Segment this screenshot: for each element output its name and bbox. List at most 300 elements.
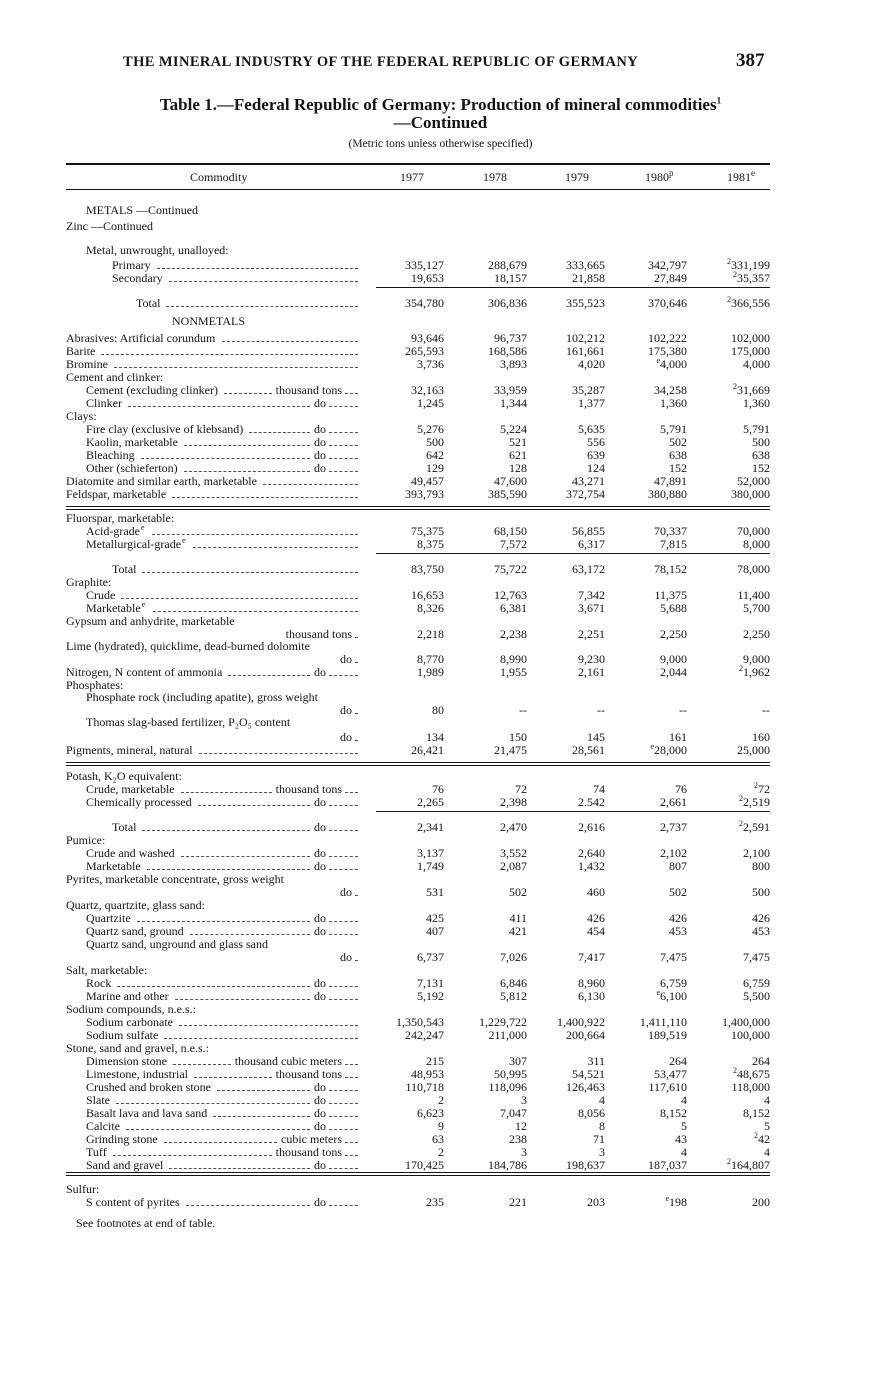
- row-label: Marketable: [86, 859, 141, 873]
- dot-leader: [329, 432, 358, 433]
- dot-leader: [172, 497, 358, 498]
- value-text: 211,000: [488, 1028, 527, 1042]
- value-text: 2,661: [660, 795, 687, 809]
- row-label: Feldspar, marketable: [66, 487, 167, 501]
- value-cell: [702, 796, 770, 809]
- value-text: 70,337: [654, 524, 687, 538]
- dot-leader: [142, 572, 358, 573]
- row-unit: do: [314, 820, 326, 834]
- value-text: 5: [764, 1119, 770, 1133]
- value-text: 76: [675, 782, 687, 796]
- value-text: 203: [587, 1195, 605, 1209]
- row-unit: do: [314, 448, 326, 462]
- value-cell: [537, 538, 605, 551]
- value-text: --: [597, 703, 605, 717]
- value-text: 145: [587, 730, 605, 744]
- value-text: 5,700: [743, 601, 770, 615]
- value-cell: [459, 272, 527, 285]
- dot-leader: [121, 598, 358, 599]
- value-text: 9,000: [660, 652, 687, 666]
- value-text: 425: [426, 911, 444, 925]
- value-text: 638: [669, 448, 687, 462]
- value-text: 187,037: [648, 1158, 687, 1172]
- table-row: [0, 666, 881, 679]
- value-cell: [619, 272, 687, 285]
- value-text: 21,475: [494, 743, 527, 757]
- row-label: Nitrogen, N content of ammonia: [66, 665, 223, 679]
- value-text: 19,653: [411, 271, 444, 285]
- value-text: 75,375: [411, 524, 444, 538]
- value-text: 54,521: [572, 1067, 605, 1081]
- row-label: Sand and gravel: [86, 1158, 164, 1172]
- value-text: 1,350,543: [396, 1015, 444, 1029]
- dot-leader: [345, 792, 358, 793]
- value-cell: [619, 821, 687, 834]
- value-text: 421: [509, 924, 527, 938]
- value-cell: [619, 744, 687, 757]
- value-text: 1,360: [743, 396, 770, 410]
- dot-leader: [169, 281, 358, 282]
- dot-leader: [329, 1129, 358, 1130]
- dot-leader: [345, 393, 358, 394]
- value-cell: [702, 297, 770, 310]
- value-cell: [376, 951, 444, 964]
- value-text: 3,736: [417, 357, 444, 371]
- dot-leader: [329, 830, 358, 831]
- value-text: 33,959: [494, 383, 527, 397]
- row-unit: do: [314, 435, 326, 449]
- row-unit: do: [314, 1080, 326, 1094]
- row-unit: do: [314, 1093, 326, 1107]
- value-cell: [459, 925, 527, 938]
- value-text: 1,245: [417, 396, 444, 410]
- footnote-reference: See footnotes at end of table.: [76, 1216, 216, 1230]
- value-cell: [459, 297, 527, 310]
- value-text: 4,020: [578, 357, 605, 371]
- value-cell: [376, 886, 444, 899]
- row-unit: cubic meters: [281, 1132, 342, 1146]
- value-text: 11,375: [654, 588, 687, 602]
- row-label: Basalt lava and lava sand: [86, 1106, 208, 1120]
- value-text: 6,381: [500, 601, 527, 615]
- value-text: 49,457: [411, 474, 444, 488]
- value-text: 9,230: [578, 652, 605, 666]
- value-text: 68,150: [494, 524, 527, 538]
- value-text: 128: [509, 461, 527, 475]
- table-header-rule: [66, 189, 770, 190]
- value-text: 6,759: [743, 976, 770, 990]
- row-unit: do: [314, 795, 326, 809]
- value-text: 453: [752, 924, 770, 938]
- value-text: 16,653: [411, 588, 444, 602]
- value-cell: [619, 563, 687, 576]
- value-text: 5,688: [660, 601, 687, 615]
- value-text: 35,357: [737, 271, 770, 285]
- row-unit: do: [314, 422, 326, 436]
- value-text: 2,238: [500, 627, 527, 641]
- value-text: 21,858: [572, 271, 605, 285]
- value-text: 28,561: [572, 743, 605, 757]
- value-text: 200: [752, 1195, 770, 1209]
- dot-leader: [169, 1168, 310, 1169]
- row-label: Limestone, industrial: [86, 1067, 188, 1081]
- value-cell: [537, 796, 605, 809]
- value-cell: [459, 860, 527, 873]
- row-label: Secondary: [112, 271, 163, 285]
- value-cell: [702, 886, 770, 899]
- value-cell: [702, 602, 770, 615]
- value-cell: [702, 860, 770, 873]
- value-text: 638: [752, 448, 770, 462]
- value-cell: [619, 538, 687, 551]
- row-unit: do: [314, 846, 326, 860]
- dot-leader: [184, 445, 310, 446]
- dot-leader: [345, 1155, 358, 1156]
- value-text: 2,398: [500, 795, 527, 809]
- value-cell: [537, 886, 605, 899]
- value-text: 6,623: [417, 1106, 444, 1120]
- value-text: 393,793: [405, 487, 444, 501]
- value-text: 6,317: [578, 537, 605, 551]
- value-text: 6,100: [660, 989, 687, 1003]
- table-title-line2: —Continued: [393, 113, 488, 132]
- value-cell: [376, 563, 444, 576]
- value-text: 1,229,722: [479, 1015, 527, 1029]
- value-cell: [702, 1133, 770, 1146]
- row-unit: do: [314, 911, 326, 925]
- value-text: 2,640: [578, 846, 605, 860]
- value-text: 78,000: [737, 562, 770, 576]
- subtotal-rule-span: [376, 811, 770, 812]
- dot-leader: [157, 268, 358, 269]
- value-cell: [459, 990, 527, 1003]
- value-cell: [619, 886, 687, 899]
- row-label: Quartz sand, ground: [86, 924, 184, 938]
- dot-leader: [217, 1090, 310, 1091]
- dot-leader: [181, 792, 272, 793]
- value-footnote-mark: 2: [733, 382, 737, 391]
- value-text: 5,635: [578, 422, 605, 436]
- value-text: 7,342: [578, 588, 605, 602]
- value-cell: [537, 358, 605, 371]
- dot-leader: [224, 393, 272, 394]
- value-text: --: [519, 703, 527, 717]
- dot-leader: [329, 1168, 358, 1169]
- table-title-line1: Table 1.—Federal Republic of Germany: Production of mineral commodities: [159, 95, 717, 114]
- value-text: 35,287: [572, 383, 605, 397]
- value-text: 5,192: [417, 989, 444, 1003]
- page-number: 387: [736, 50, 765, 71]
- value-text: 93,646: [411, 331, 444, 345]
- value-text: 75,722: [494, 562, 527, 576]
- value-cell: [537, 488, 605, 501]
- value-text: 170,425: [405, 1158, 444, 1172]
- value-text: 2,251: [578, 627, 605, 641]
- value-text: 53,477: [654, 1067, 687, 1081]
- value-text: 500: [426, 435, 444, 449]
- value-text: 426: [669, 911, 687, 925]
- value-text: 264: [752, 1054, 770, 1068]
- row-label: Thomas slag-based fertilizer, P₂O₅ content: [86, 715, 291, 729]
- value-text: 2,102: [660, 846, 687, 860]
- value-text: 5,791: [660, 422, 687, 436]
- value-text: 47,600: [494, 474, 527, 488]
- value-cell: [459, 563, 527, 576]
- table-row: [0, 821, 881, 834]
- row-label: S content of pyrites: [86, 1195, 180, 1209]
- value-cell: [376, 990, 444, 1003]
- value-cell: [619, 951, 687, 964]
- value-cell: [376, 1159, 444, 1172]
- row-unit: do: [314, 976, 326, 990]
- value-text: 2.542: [578, 795, 605, 809]
- value-text: 2,218: [417, 627, 444, 641]
- table-top-rule: [66, 163, 770, 165]
- value-text: 48,675: [737, 1067, 770, 1081]
- value-text: 453: [669, 924, 687, 938]
- value-text: 288,679: [488, 258, 527, 272]
- value-text: 161: [669, 730, 687, 744]
- value-cell: [537, 925, 605, 938]
- value-cell: [376, 1081, 444, 1094]
- value-text: 5,224: [500, 422, 527, 436]
- value-text: 3,893: [500, 357, 527, 371]
- value-footnote-mark: e: [656, 988, 660, 997]
- value-cell: [702, 563, 770, 576]
- dot-leader: [213, 1116, 310, 1117]
- value-cell: [459, 538, 527, 551]
- dot-leader: [166, 306, 358, 307]
- value-cell: [537, 272, 605, 285]
- value-cell: [459, 1029, 527, 1042]
- value-text: 8,152: [743, 1106, 770, 1120]
- row-label: Chemically processed: [86, 795, 192, 809]
- value-text: 4,000: [743, 357, 770, 371]
- value-cell: [459, 358, 527, 371]
- row-label: Crushed and broken stone: [86, 1080, 211, 1094]
- value-cell: [459, 744, 527, 757]
- dot-leader: [186, 1205, 310, 1206]
- value-cell: [702, 1081, 770, 1094]
- value-cell: [619, 397, 687, 410]
- table-row: Metallurgical-grade e 8,375 7,572 6,317 7,815 8,000: [86, 536, 770, 551]
- dot-leader: [116, 1103, 310, 1104]
- value-cell: [537, 860, 605, 873]
- page-header: [0, 50, 881, 74]
- value-cell: [619, 990, 687, 1003]
- value-text: 7,475: [743, 950, 770, 964]
- value-cell: [376, 1029, 444, 1042]
- value-cell: [459, 488, 527, 501]
- row-unit: thousand tons: [275, 1145, 342, 1159]
- value-cell: [537, 563, 605, 576]
- row-unit: do: [314, 1195, 326, 1209]
- value-text: 7,475: [660, 950, 687, 964]
- value-text: 150: [509, 730, 527, 744]
- value-text: 71: [593, 1132, 605, 1146]
- value-footnote-mark: 2: [739, 794, 743, 803]
- value-text: 118,000: [731, 1080, 770, 1094]
- table-subtitle: (Metric tons unless otherwise specified): [348, 138, 533, 150]
- value-text: 47,891: [654, 474, 687, 488]
- value-cell: [702, 951, 770, 964]
- value-cell: [619, 358, 687, 371]
- value-cell: [537, 297, 605, 310]
- value-text: 500: [752, 885, 770, 899]
- table-row: [0, 488, 881, 501]
- value-cell: [376, 1133, 444, 1146]
- value-text: 5: [681, 1119, 687, 1133]
- row-label: Sodium sulfate: [86, 1028, 159, 1042]
- value-text: 426: [752, 911, 770, 925]
- value-text: 4: [764, 1145, 770, 1159]
- value-cell: [702, 1107, 770, 1120]
- value-text: 3: [521, 1093, 527, 1107]
- row-label: Total: [112, 562, 137, 576]
- value-cell: [619, 860, 687, 873]
- value-text: 2,161: [578, 665, 605, 679]
- dot-leader: [345, 1142, 358, 1143]
- dot-leader: [329, 805, 358, 806]
- value-text: 1,360: [660, 396, 687, 410]
- row-unit: do: [314, 924, 326, 938]
- value-cell: [537, 397, 605, 410]
- value-text: 380,000: [731, 487, 770, 501]
- dot-leader: [329, 986, 358, 987]
- value-cell: [376, 796, 444, 809]
- dot-leader: [222, 341, 358, 342]
- value-text: 175,000: [731, 344, 770, 358]
- value-text: 100,000: [731, 1028, 770, 1042]
- value-cell: [702, 666, 770, 679]
- value-text: 3,671: [578, 601, 605, 615]
- dot-leader: [199, 753, 358, 754]
- value-text: 7,047: [500, 1106, 527, 1120]
- dot-leader: [329, 1205, 358, 1206]
- value-text: 5,812: [500, 989, 527, 1003]
- row-unit: do: [340, 950, 352, 964]
- value-cell: [619, 796, 687, 809]
- value-text: 2,519: [743, 795, 770, 809]
- dot-leader: [249, 432, 310, 433]
- dot-leader: [126, 1129, 310, 1130]
- column-header-1980-mark: p: [669, 168, 674, 178]
- value-text: 235: [426, 1195, 444, 1209]
- dot-leader: [345, 1064, 358, 1065]
- value-footnote-mark: e: [665, 1194, 669, 1203]
- value-cell: [537, 1029, 605, 1042]
- table-row: [0, 1159, 881, 1172]
- value-cell: [537, 1081, 605, 1094]
- value-text: 70,000: [737, 524, 770, 538]
- value-cell: [376, 297, 444, 310]
- value-text: 78,152: [654, 562, 687, 576]
- value-text: 2,470: [500, 820, 527, 834]
- table-row: Acid-grade e 75,375 68,150 56,855 70,337 70,000: [86, 523, 770, 538]
- row-label: Gypsum and anhydrite, marketable: [66, 614, 235, 628]
- value-cell: [702, 272, 770, 285]
- value-cell: [459, 796, 527, 809]
- dot-leader: [181, 856, 310, 857]
- value-text: 215: [426, 1054, 444, 1068]
- value-text: 1,377: [578, 396, 605, 410]
- value-text: 5,500: [743, 989, 770, 1003]
- value-text: 1,989: [417, 665, 444, 679]
- value-text: 7,417: [578, 950, 605, 964]
- value-text: 80: [432, 703, 444, 717]
- value-cell: [537, 1107, 605, 1120]
- value-text: 5,276: [417, 422, 444, 436]
- value-text: 460: [587, 885, 605, 899]
- value-text: 2,265: [417, 795, 444, 809]
- value-text: --: [762, 703, 770, 717]
- value-text: 200,664: [566, 1028, 605, 1042]
- value-text: 63: [432, 1132, 444, 1146]
- value-text: 426: [587, 911, 605, 925]
- value-footnote-mark: 2: [727, 1157, 731, 1166]
- row-label: Calcite: [86, 1119, 120, 1133]
- column-header-1979: 1979: [565, 170, 589, 184]
- value-text: 502: [669, 885, 687, 899]
- dot-leader: [355, 713, 358, 714]
- value-text: 1,400,000: [722, 1015, 770, 1029]
- value-cell: [619, 1159, 687, 1172]
- value-text: 28,000: [654, 743, 687, 757]
- value-text: 8,056: [578, 1106, 605, 1120]
- value-text: 8,375: [417, 537, 444, 551]
- row-unit: do: [340, 652, 352, 666]
- dot-leader: [329, 1090, 358, 1091]
- row-unit: do: [340, 730, 352, 744]
- row-label: Clinker: [86, 396, 122, 410]
- row-unit: thousand tons: [275, 782, 342, 796]
- value-text: 307: [509, 1054, 527, 1068]
- value-text: 411: [509, 911, 527, 925]
- value-cell: [619, 1133, 687, 1146]
- value-text: 1,344: [500, 396, 527, 410]
- dot-leader: [329, 934, 358, 935]
- value-text: 502: [509, 885, 527, 899]
- value-text: 4: [599, 1093, 605, 1107]
- row-label: Pigments, mineral, natural: [66, 743, 193, 757]
- value-text: 56,855: [572, 524, 605, 538]
- value-cell: [619, 1196, 687, 1209]
- column-header-1981-mark: e: [751, 168, 755, 178]
- dot-leader: [193, 547, 358, 548]
- value-cell: [376, 488, 444, 501]
- table-break-rule-2: [66, 762, 770, 766]
- column-header-1980: [645, 170, 674, 185]
- value-text: 198: [669, 1195, 687, 1209]
- dot-leader: [329, 458, 358, 459]
- row-unit: do: [340, 885, 352, 899]
- column-header-1977: 1977: [400, 170, 424, 184]
- value-text: 18,157: [494, 271, 527, 285]
- value-cell: [702, 488, 770, 501]
- value-text: 26,421: [411, 743, 444, 757]
- dot-leader: [184, 471, 310, 472]
- value-text: 31,669: [737, 383, 770, 397]
- row-label: Sodium carbonate: [86, 1015, 173, 1029]
- dot-leader: [194, 1077, 272, 1078]
- value-cell: [702, 925, 770, 938]
- row-label: Primary: [112, 258, 151, 272]
- value-text: 7,131: [417, 976, 444, 990]
- value-footnote-mark: 2: [727, 257, 731, 266]
- row-unit: do: [314, 1106, 326, 1120]
- dot-leader: [329, 999, 358, 1000]
- value-text: 72: [758, 782, 770, 796]
